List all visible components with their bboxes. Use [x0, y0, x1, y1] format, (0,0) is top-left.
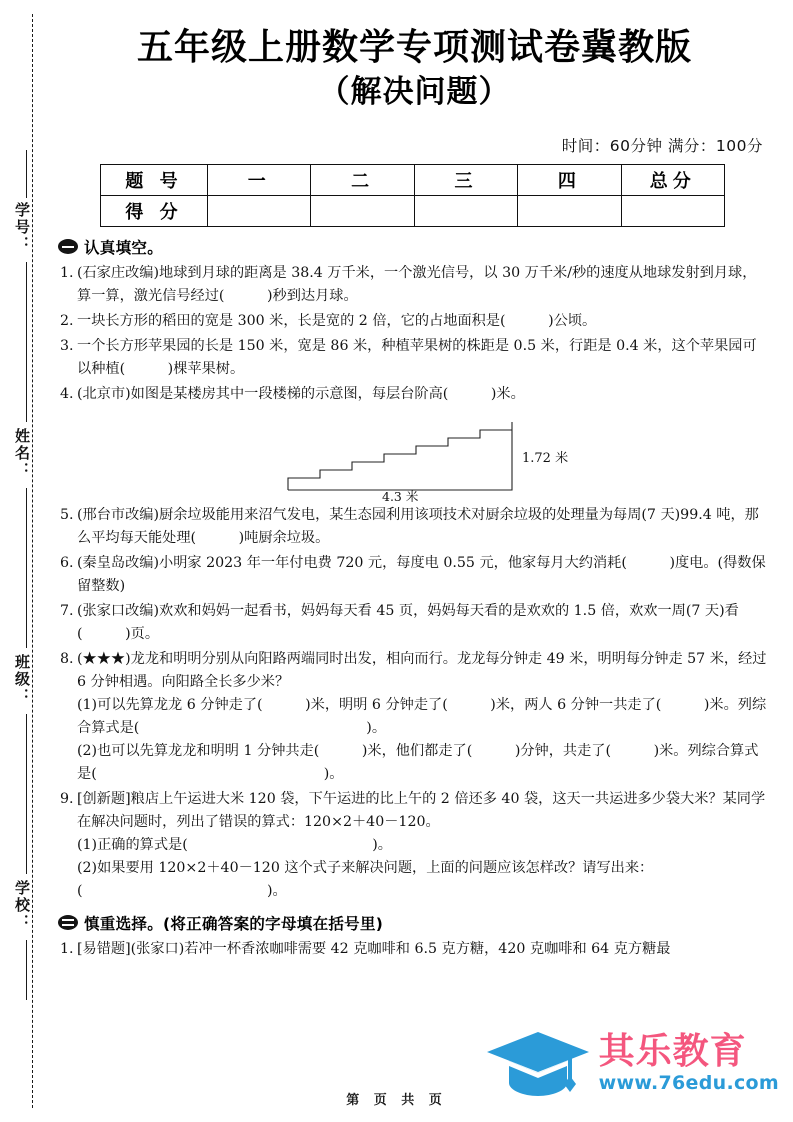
- question-number: 6.: [60, 554, 74, 571]
- paper-title-block: [52, 0, 777, 112]
- margin-divider-line: [26, 150, 27, 198]
- section-marker-two-icon: [58, 915, 78, 930]
- stair-height-label: 1.72 米: [521, 450, 568, 466]
- question-item: [60, 310, 777, 333]
- question-number: 1.: [60, 264, 74, 281]
- margin-label-class: 班级：: [13, 654, 31, 705]
- staircase-diagram: [250, 410, 580, 502]
- question-text: [创新题]粮店上午运进大米 120 袋，下午运进的比上午的 2 倍还多 40 袋，这天一共运进多少袋大米？某同学在解决问题时，列出了错误的算式：120×2＋40－120。: [77, 790, 766, 830]
- score-cell-4[interactable]: [518, 195, 621, 226]
- question-text: (石家庄改编)地球到月球的距离是 38.4 万千米，一个激光信号，以 30 万千米/秒的速度从地球发射到月球，算一算，激光信号经过( )秒到达月球。: [77, 264, 757, 304]
- footer-page-indicator: 第 页 共 页: [346, 1093, 447, 1108]
- question-item: [60, 383, 777, 406]
- question-item: [60, 335, 777, 381]
- question-number: 2.: [60, 312, 74, 329]
- question-item: [60, 938, 777, 961]
- margin-divider-line: [26, 714, 27, 874]
- section-title-1: 认真填空。: [84, 238, 164, 257]
- question-subpart: (2)如果要用 120×2＋40－120 这个式子来解决问题，上面的问题应该怎样改？请写出来：( )。: [77, 859, 654, 899]
- score-table-col-2: 二: [311, 164, 414, 195]
- staircase-figure-wrap: [52, 410, 777, 502]
- question-text: (邢台市改编)厨余垃圾能用来沼气发电，某生态园利用该项技术对厨余垃圾的处理量为每周(7 天)99.4 吨，那么平均每天能处理( )吨厨余垃圾。: [77, 506, 759, 546]
- question-number: 9.: [60, 790, 74, 807]
- question-number: 5.: [60, 506, 74, 523]
- score-table: [100, 164, 725, 227]
- section-title-2: 慎重选择。(将正确答案的字母填在括号里): [84, 914, 384, 933]
- page-title: 五年级上册数学专项测试卷冀教版: [136, 27, 692, 68]
- table-row: [101, 195, 725, 226]
- score-table-col-4: 四: [518, 164, 621, 195]
- question-item: [60, 552, 777, 598]
- margin-divider-line: [26, 262, 27, 422]
- brand-url: www.76edu.com: [598, 1071, 779, 1094]
- section-heading-2: [58, 912, 777, 934]
- question-item: [60, 648, 777, 694]
- question-text: (张家口改编)欢欢和妈妈一起看书，妈妈每天看 45 页，妈妈每天看的是欢欢的 1.5 倍，欢欢一周(7 天)看( )页。: [77, 602, 739, 642]
- score-cell-2[interactable]: [311, 195, 414, 226]
- question-subpart: (1)正确的算式是( )。: [77, 836, 392, 853]
- score-table-header-label: 题 号: [101, 164, 208, 195]
- question-subpart: (2)也可以先算龙龙和明明 1 分钟共走( )米，他们都走了( )分钟，共走了( )米。列综合算式是( )。: [77, 742, 759, 782]
- question-text: (北京市)如图是某楼房其中一段楼梯的示意图，每层台阶高( )米。: [77, 385, 525, 402]
- score-table-score-label: 得 分: [101, 195, 208, 226]
- brand-name: 其乐教育: [598, 1030, 747, 1072]
- question-text: (★★★)龙龙和明明分别从向阳路两端同时出发，相向而行。龙龙每分钟走 49 米，明明每分钟走 57 米，经过 6 分钟相遇。向阳路全长多少米？: [77, 650, 767, 690]
- question-item: [60, 262, 777, 308]
- margin-label-name: 姓名：: [13, 428, 31, 479]
- exam-meta-line: 时间：60分钟 满分：100分: [561, 136, 763, 155]
- section-heading-1: [58, 236, 777, 258]
- stair-width-label: 4.3 米: [381, 488, 418, 502]
- margin-label-school: 学校：: [13, 880, 31, 931]
- question-text: [易错题](张家口)若冲一杯香浓咖啡需要 42 克咖啡和 6.5 克方糖，420 克咖啡和 64 克方糖最: [77, 940, 671, 957]
- margin-label-student-id: 学号：: [13, 202, 31, 253]
- table-row: [101, 164, 725, 195]
- margin-label-group: [8, 150, 48, 1070]
- question-number: 1.: [60, 940, 74, 957]
- question-number: 4.: [60, 385, 74, 402]
- score-cell-total[interactable]: [621, 195, 724, 226]
- question-item: [60, 504, 777, 550]
- question-item: [60, 788, 777, 834]
- question-number: 8.: [60, 650, 74, 667]
- paper-content: [52, 0, 777, 1122]
- section-marker-one-icon: [58, 239, 78, 254]
- score-table-col-3: 三: [414, 164, 517, 195]
- brand-text-block: [598, 1030, 779, 1094]
- question-text: 一块长方形的稻田的宽是 300 米，长是宽的 2 倍，它的占地面积是( )公顷。: [77, 312, 597, 329]
- question-text: (秦皇岛改编)小明家 2023 年一年付电费 720 元，每度电 0.55 元，他家每月大约消耗( )度电。(得数保留整数): [77, 554, 766, 594]
- margin-divider-line: [26, 940, 27, 1000]
- score-table-col-total: 总分: [621, 164, 724, 195]
- question-item: [60, 600, 777, 646]
- score-table-col-1: 一: [208, 164, 311, 195]
- page-subtitle: （解决问题）: [318, 73, 511, 110]
- score-cell-3[interactable]: [414, 195, 517, 226]
- margin-divider-line: [26, 488, 27, 648]
- question-subpart: (1)可以先算龙龙 6 分钟走了( )米，明明 6 分钟走了( )米，两人 6 分钟一共走了( )米。列综合算式是( )。: [77, 696, 767, 736]
- question-number: 7.: [60, 602, 74, 619]
- score-cell-1[interactable]: [208, 195, 311, 226]
- question-text: 一个长方形苹果园的长是 150 米，宽是 86 米，种植苹果树的株距是 0.5 米，行距是 0.4 米，这个苹果园可以种植( )棵苹果树。: [77, 337, 757, 377]
- score-table-wrap: [52, 164, 777, 227]
- question-number: 3.: [60, 337, 74, 354]
